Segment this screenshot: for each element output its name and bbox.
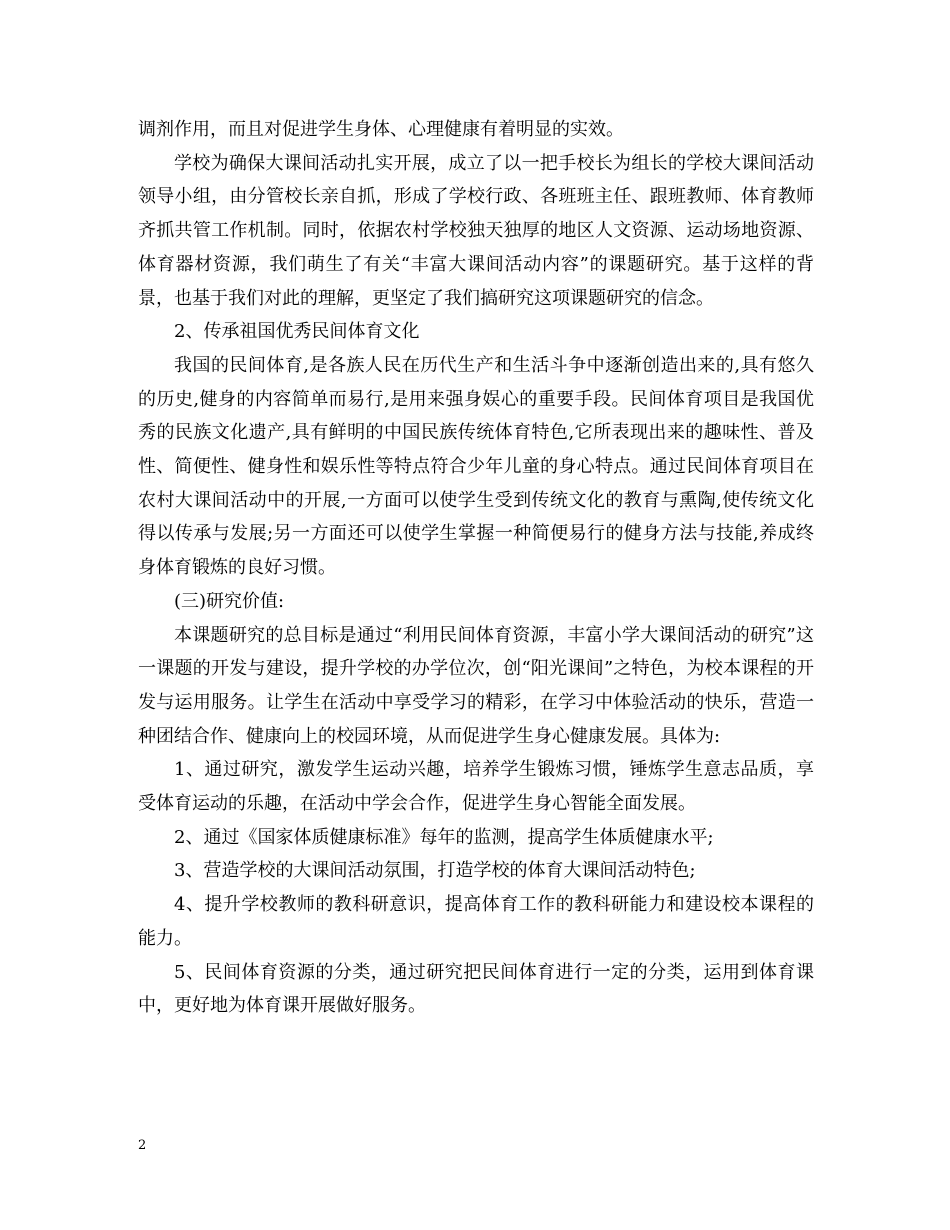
page-content — [138, 113, 814, 1023]
list-item-1: 1、通过研究，激发学生运动兴趣，培养学生锻炼习惯，锤炼学生意志品质，享受体育运动的乐趣，在活动中学会合作，促进学生身心智能全面发展。 — [138, 759, 814, 815]
paragraph-2: 学校为确保大课间活动扎实开展，成立了以一把手校长为组长的学校大课间活动领导小组，由分管校长亲自抓，形成了学校行政、各班班主任、跟班教师、体育教师齐抓共管工作机制。同时，依据农村学校独天独厚的地区人文资源、运动场地资源、体育器材资源，我们萌生了有关“丰富大课间活动内容”的课题研究。基于这样的背景，也基于我们对此的理解，更坚定了我们搞研究这项课题研究的信念。 — [138, 152, 814, 309]
page-number: 2 — [138, 1138, 147, 1153]
section-heading-folk-culture: 2、传承祖国优秀民间体育文化 — [174, 321, 420, 343]
paragraph-6: 本课题研究的总目标是通过“利用民间体育资源，丰富小学大课间活动的研究”这一课题的开发与建设，提升学校的办学位次，创“阳光课间”之特色，为校本课程的开发与运用服务。让学生在活动中享受学习的精彩，在学习中体验活动的快乐，营造一种团结合作、健康向上的校园环境，从而促进学生身心健康发展。具体为: — [138, 624, 814, 747]
paragraph-1: 调剂作用，而且对促进学生身体、心理健康有着明显的实效。 — [138, 119, 624, 140]
section-heading-research-value: (三)研究价值: — [174, 590, 285, 612]
list-item-3: 3、营造学校的大课间活动氛围，打造学校的体育大课间活动特色; — [174, 860, 696, 882]
list-item-4: 4、提升学校教师的教科研意识，提高体育工作的教科研能力和建设校本课程的能力。 — [138, 894, 814, 949]
paragraph-4: 我国的民间体育,是各族人民在历代生产和生活斗争中逐渐创造出来的,具有悠久的历史,健身的内容简单而易行,是用来强身娱心的重要手段。民间体育项目是我国优秀的民族文化遗产,具有鲜明的中国民族传统体育特色,它所表现出来的趣味性、普及性、简便性、健身性和娱乐性等特点符合少年儿童的身心特点。通过民间体育项目在农村大课间活动中的开展,一方面可以使学生受到传统文化的教育与熏陶,使传统文化得以传承与发展;另一方面还可以使学生掌握一种简便易行的健身方法与技能,养成终身体育锻炼的良好习惯。 — [138, 354, 814, 579]
list-item-5: 5、民间体育资源的分类，通过研究把民间体育进行一定的分类，运用到体育课中，更好地为体育课开展做好服务。 — [138, 961, 814, 1017]
list-item-2: 2、通过《国家体质健康标准》每年的监测，提高学生体质健康水平; — [174, 826, 714, 848]
